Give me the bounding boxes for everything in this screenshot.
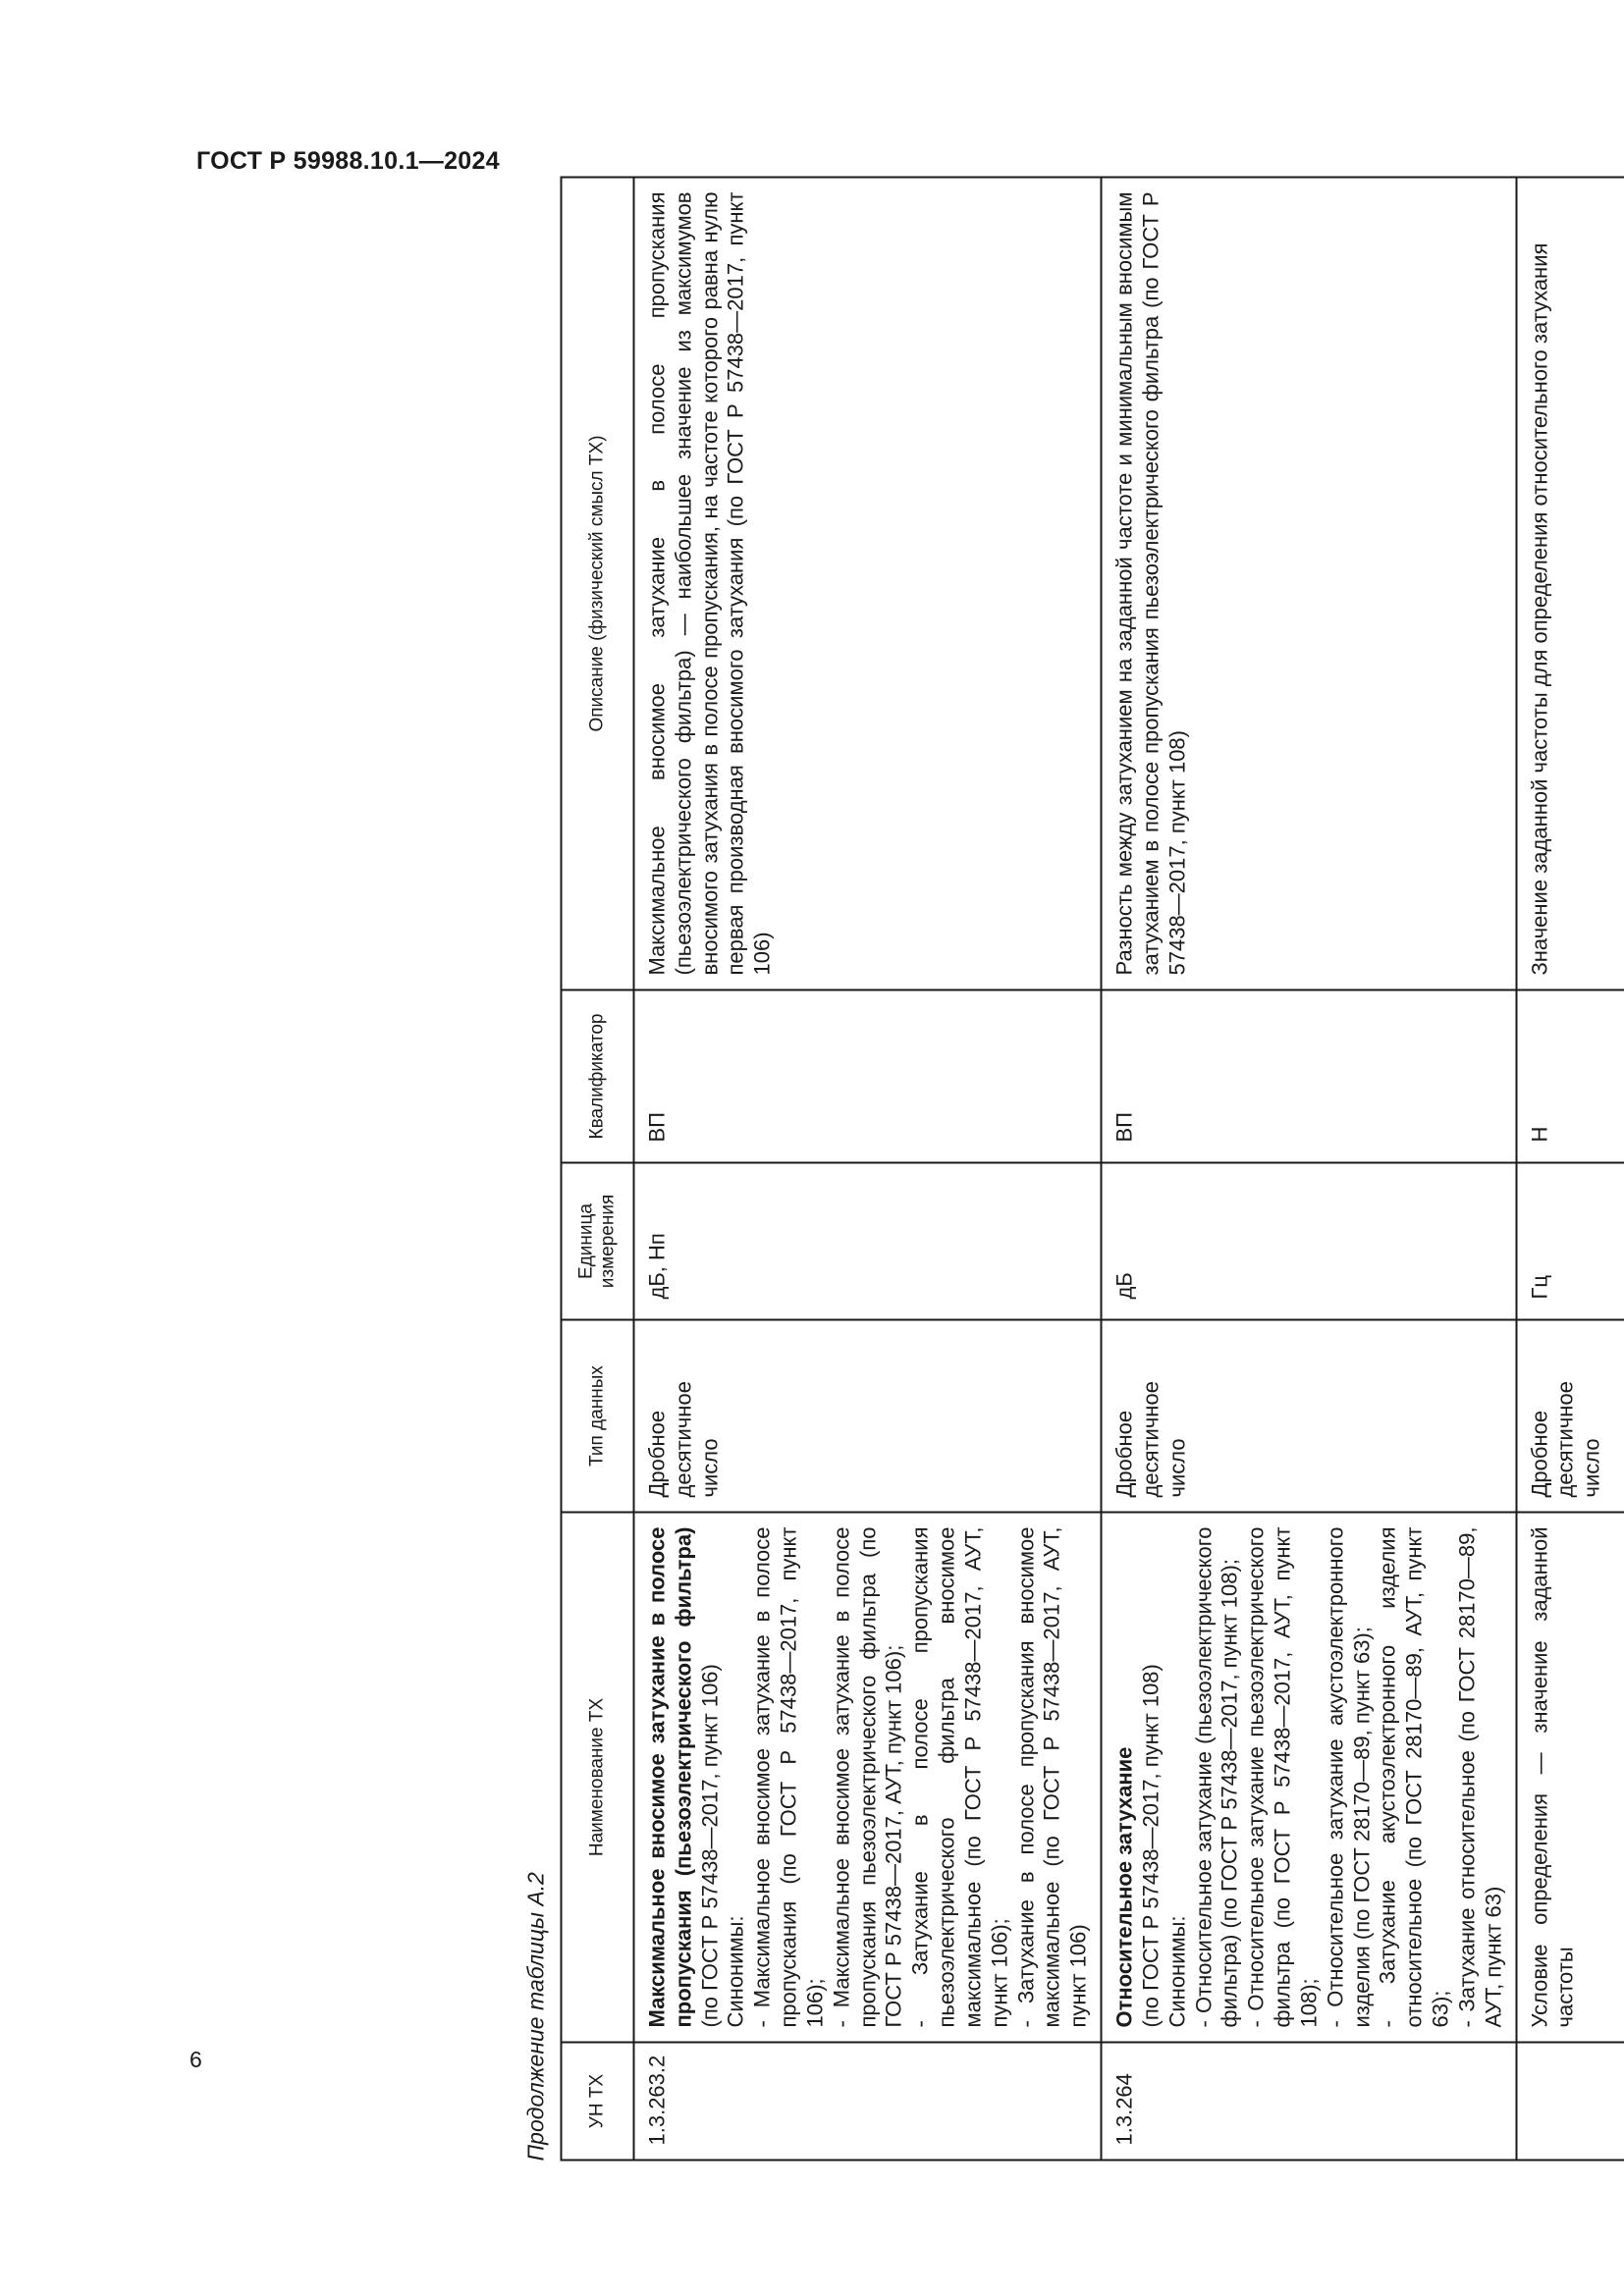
synonym-item: - Затухание относительное (по ГОСТ 28170—89, АУТ, пункт 63) xyxy=(1454,1526,1506,2027)
rotated-table-area xyxy=(523,178,1624,2161)
cell-qualifier: ВП xyxy=(1102,989,1516,1162)
synonyms-label: Синонимы: xyxy=(1164,1914,1190,2027)
synonym-item: - Относительное затухание пьезоэлектрического фильтра (по ГОСТ Р 57438—2017, АУТ, пункт 108); xyxy=(1243,1526,1322,2027)
synonym-item: - Максимальное вносимое затухание в полосе пропускания (по ГОСТ Р 57438—2017, пункт 106); xyxy=(749,1526,828,2027)
column-header-type: Тип данных xyxy=(562,1319,634,1512)
cell-qualifier: ВП xyxy=(634,989,1102,1162)
table-row xyxy=(1102,177,1516,2160)
synonym-item: - Затухание акустоэлектронного изделия относительное (по ГОСТ 28170—89, АУТ, пункт 63); xyxy=(1375,1526,1453,2027)
characteristic-name: Относительное затухание xyxy=(1111,1746,1137,2027)
cell-unit: дБ xyxy=(1102,1162,1516,1319)
synonym-item: - Относительное затухание акустоэлектронного изделия (по ГОСТ 28170—89, пункт 63); xyxy=(1323,1526,1375,2027)
cell-name: Условие определения — значение заданной частоты xyxy=(1516,1512,1624,2042)
characteristic-reference: (по ГОСТ Р 57438—2017, пункт 106) xyxy=(697,1663,723,2027)
table-row xyxy=(634,177,1102,2160)
characteristic-reference: (по ГОСТ Р 57438—2017, пункт 108) xyxy=(1138,1663,1164,2027)
cell-type: Дробное десятичное число xyxy=(634,1319,1102,1512)
cell-unit: Гц xyxy=(1516,1162,1624,1319)
cell-name xyxy=(1102,1512,1516,2042)
synonym-item: - Максимальное вносимое затухание в полосе пропускания пьезоэлектрического фильтра (по ГОСТ Р 57438—2017, АУТ, пункт 106); xyxy=(829,1526,906,2027)
cell-description: Разность между затуханием на заданной частоте и минимальным вносимым затуханием в полосе пропускания пьезоэлектрического фильтра (по ГОСТ Р 57438—2017, пункт 108) xyxy=(1102,177,1516,989)
cell-id: 1.3.264 xyxy=(1102,2042,1516,2160)
cell-unit: дБ, Нп xyxy=(634,1162,1102,1319)
synonyms-label: Синонимы: xyxy=(723,1914,748,2027)
characteristic-name: Максимальное вносимое затухание в полосе пропускания (пьезоэлектрического фильтра) xyxy=(644,1526,696,2027)
synonym-item: - Затухание в полосе пропускания вносимое максимальное (по ГОСТ Р 57438—2017, АУТ, пункт 106) xyxy=(1013,1526,1091,2027)
cell-id: 1.3.263.2 xyxy=(634,2042,1102,2160)
synonym-item: - Затухание в полосе пропускания пьезоэлектрического фильтра вносимое максимальное (по ГОСТ Р 57438—2017, АУТ, пункт 106); xyxy=(907,1526,1012,2027)
table-row xyxy=(1516,177,1624,2160)
table-caption: Продолжение таблицы А.2 xyxy=(522,1871,549,2161)
cell-id xyxy=(1516,2042,1624,2160)
cell-type: Дробное десятичное число xyxy=(1516,1319,1624,1512)
column-header-description: Описание (физический смысл ТХ) xyxy=(562,177,634,989)
column-header-qualifier: Квалификатор xyxy=(562,989,634,1162)
column-header-id: УН ТХ xyxy=(562,2042,634,2160)
cell-qualifier: Н xyxy=(1516,989,1624,1162)
column-header-name: Наименование ТХ xyxy=(562,1512,634,2042)
cell-name xyxy=(634,1512,1102,2042)
characteristics-table xyxy=(561,176,1624,2161)
document-header: ГОСТ Р 59988.10.1—2024 xyxy=(196,147,500,175)
cell-description: Максимальное вносимое затухание в полосе пропускания (пьезоэлектрического фильтра) — наибольшее значение из максимумов вносимого затухания в полосе пропускания, на частоте которого равна нулю первая производная вносимого затухания (по ГОСТ Р 57438—2017, пункт 106) xyxy=(634,177,1102,989)
table-header-row xyxy=(562,177,634,2160)
column-header-unit: Единица измерения xyxy=(562,1162,634,1319)
page-number: 6 xyxy=(189,2047,202,2072)
cell-description: Значение заданной частоты для определения относительного затухания xyxy=(1516,177,1624,989)
cell-type: Дробное десятичное число xyxy=(1102,1319,1516,1512)
synonym-item: - Относительное затухание (пьезоэлектрического фильтра) (по ГОСТ Р 57438—2017, пункт 108); xyxy=(1191,1526,1242,2027)
